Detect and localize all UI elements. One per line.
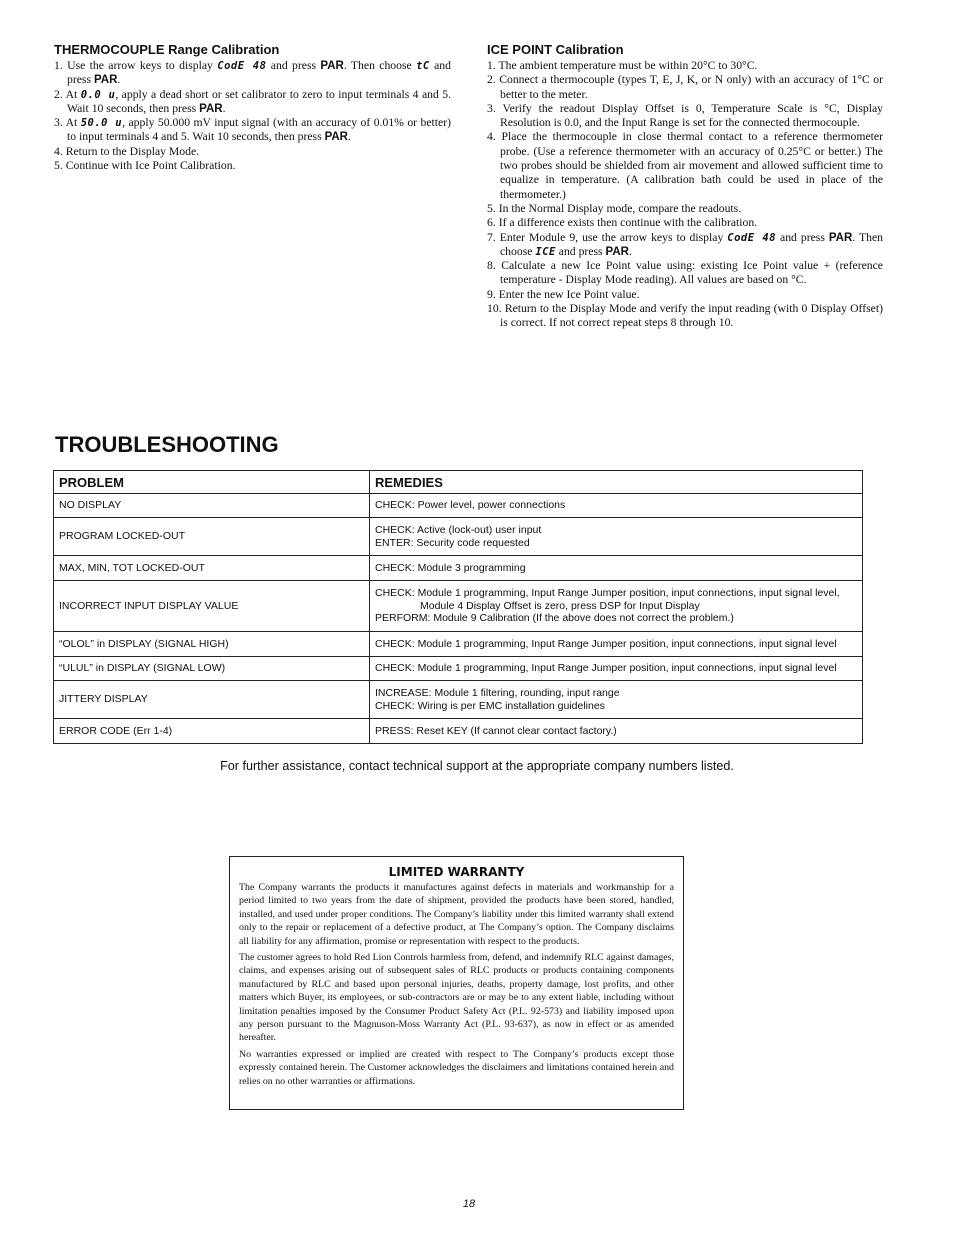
par-key: PAR [93,74,118,87]
table-header-row [54,471,863,494]
list-item: 3. Verify the readout Display Offset is 0, Temperature Scale is °C, Display Resolution is 0.0, and the Input Range is set for the connected thermocouple. [487,101,883,130]
lcd-code: 50.0 u [80,117,123,130]
problem-cell: MAX, MIN, TOT LOCKED-OUT [54,556,370,581]
list-item: 2. Connect a thermocouple (types T, E, J, K, or N only) with an accuracy of 1°C or better to the meter. [487,73,883,101]
list-item: 8. Calculate a new Ice Point value using: existing Ice Point value + (reference temperature - Display Mode reading). All values are based on °C. [487,259,883,287]
warranty-title: LIMITED WARRANTY [388,865,525,879]
par-key: PAR [320,60,344,72]
problem-cell: NO DISPLAY [54,494,370,518]
table-row [54,518,863,556]
par-key: PAR [605,245,629,258]
problem-cell: PROGRAM LOCKED-OUT [54,518,370,556]
problem-header: PROBLEM [54,471,370,494]
ice-point-steps [487,59,883,331]
remedy-cell: CHECK: Module 1 programming, Input Range Jumper position, input connections, input signal level [370,657,863,681]
lcd-code: 0.0 u [80,88,116,101]
problem-cell: JITTERY DISPLAY [54,681,370,719]
lcd-code: tC [416,60,430,72]
warranty-paragraph: The customer agrees to hold Red Lion Controls harmless from, defend, and indemnify RLC against damages, claims, and expenses arising out of subsequent sales of RLC products or products containing components manufactured by RLC and based upon personal injuries, deaths, property damage, lost profits, and other matters which Buyer, its employees, or sub-contractors are or may be to any extent liable, including without limitation penalties imposed by the Consumer Product Safety Act (P.L. 92-573) and liability imposed upon any person pursuant to the Magnuson-Moss Warranty Act (P.L. 93-637), as now in effect or as amended hereafter. [239,952,674,1044]
lcd-code: CodE 48 [727,231,777,244]
list-item: 5. In the Normal Display mode, compare the readouts. [487,201,742,215]
page-number: 18 [462,1198,476,1210]
lcd-code: CodE 48 [217,60,267,72]
remedy-cell: CHECK: Module 1 programming, Input Range Jumper position, input connections, input signal level, Module 4 Display Offset is zero, press DSP for Input Display PERFORM: Module 9 Calibration (If the above does not correct the problem.) [370,581,863,632]
list-item: 1. The ambient temperature must be within 20°C to 30°C. [487,59,758,72]
list-item: 4. Return to the Display Mode. [54,144,200,158]
list-item: 3. At 50.0 u, apply 50.000 mV input signal (with an accuracy of 0.01% or better) to input terminals 4 and 5. Wait 10 seconds, then press PAR. [54,116,452,144]
troubleshooting-title: TROUBLESHOOTING [55,432,279,457]
ice-point-title: ICE POINT Calibration [487,42,624,57]
remedy-cell: CHECK: Module 1 programming, Input Range Jumper position, input connections, input signal level [370,632,863,657]
par-key: PAR [199,102,223,115]
thermocouple-steps [54,59,451,173]
table-row [54,719,863,744]
list-item: 5. Continue with Ice Point Calibration. [54,159,236,173]
par-key: PAR [324,131,348,144]
assistance-note: For further assistance, contact technical support at the appropriate company numbers listed. [220,759,734,773]
problem-cell: “OLOL” in DISPLAY (SIGNAL HIGH) [54,632,370,657]
problem-cell: INCORRECT INPUT DISPLAY VALUE [54,581,370,632]
troubleshooting-table [53,470,863,744]
limited-warranty-box [229,856,684,1110]
table-row [54,657,863,681]
thermocouple-title: THERMOCOUPLE Range Calibration [54,42,280,57]
list-item: 7. Enter Module 9, use the arrow keys to display CodE 48 and press PAR. Then choose ICE and press PAR. [487,230,883,258]
remedy-cell: PRESS: Reset KEY (If cannot clear contact factory.) [370,719,863,744]
list-item: 10. Return to the Display Mode and verify the input reading (with 0 Display Offset) is correct. If not correct repeat steps 8 through 10. [487,302,884,330]
list-item: 2. At 0.0 u, apply a dead short or set calibrator to zero to input terminals 4 and 5. Wait 10 seconds, then press PAR. [54,87,452,115]
ice-point-section [487,42,883,331]
warranty-paragraph: The Company warrants the products it manufactures against defects in materials and workmanship for a period limited to two years from the date of shipment, provided the products have been stored, handled, installed, and used under proper conditions. The Company’s liability under this limited warranty shall extend only to the repair or replacement of a defective product, at The Company’s option. The Company disclaims all liability for any affirmation, promise or representation with respect to the products. [239,882,674,947]
remedy-cell: CHECK: Power level, power connections [370,494,863,518]
lcd-code: ICE [535,245,556,258]
par-key: PAR [828,231,853,244]
problem-cell: “ULUL” in DISPLAY (SIGNAL LOW) [54,657,370,681]
remedy-cell: CHECK: Module 3 programming [370,556,863,581]
list-item: 9. Enter the new Ice Point value. [487,287,640,301]
list-item: 4. Place the thermocouple in close thermal contact to a reference thermometer probe. (Use a reference thermometer with an accuracy of 0.25°C or better.) The two probes should be shielded from air movement and allowed sufficient time to equalize in temperature. (A calibration bath could be used in place of the thermometer.) [487,130,883,201]
list-item: 1. Use the arrow keys to display CodE 48 and press PAR. Then choose tC and press PAR. [54,59,451,87]
table-row [54,681,863,719]
table-row [54,556,863,581]
table-row [54,632,863,657]
remedy-cell: CHECK: Active (lock-out) user input ENTER: Security code requested [370,518,863,556]
table-row [54,494,863,518]
thermocouple-section [54,42,451,173]
table-row [54,581,863,632]
problem-cell: ERROR CODE (Err 1-4) [54,719,370,744]
warranty-paragraph: No warranties expressed or implied are created with respect to The Company’s products except those expressly contained herein. The Customer acknowledges the disclaimers and limitations contained herein and relies on no other warranties or affirmations. [239,1048,674,1087]
remedies-header: REMEDIES [370,471,863,494]
list-item: 6. If a difference exists then continue with the calibration. [487,216,758,230]
remedy-cell: INCREASE: Module 1 filtering, rounding, input range CHECK: Wiring is per EMC installation guidelines [370,681,863,719]
